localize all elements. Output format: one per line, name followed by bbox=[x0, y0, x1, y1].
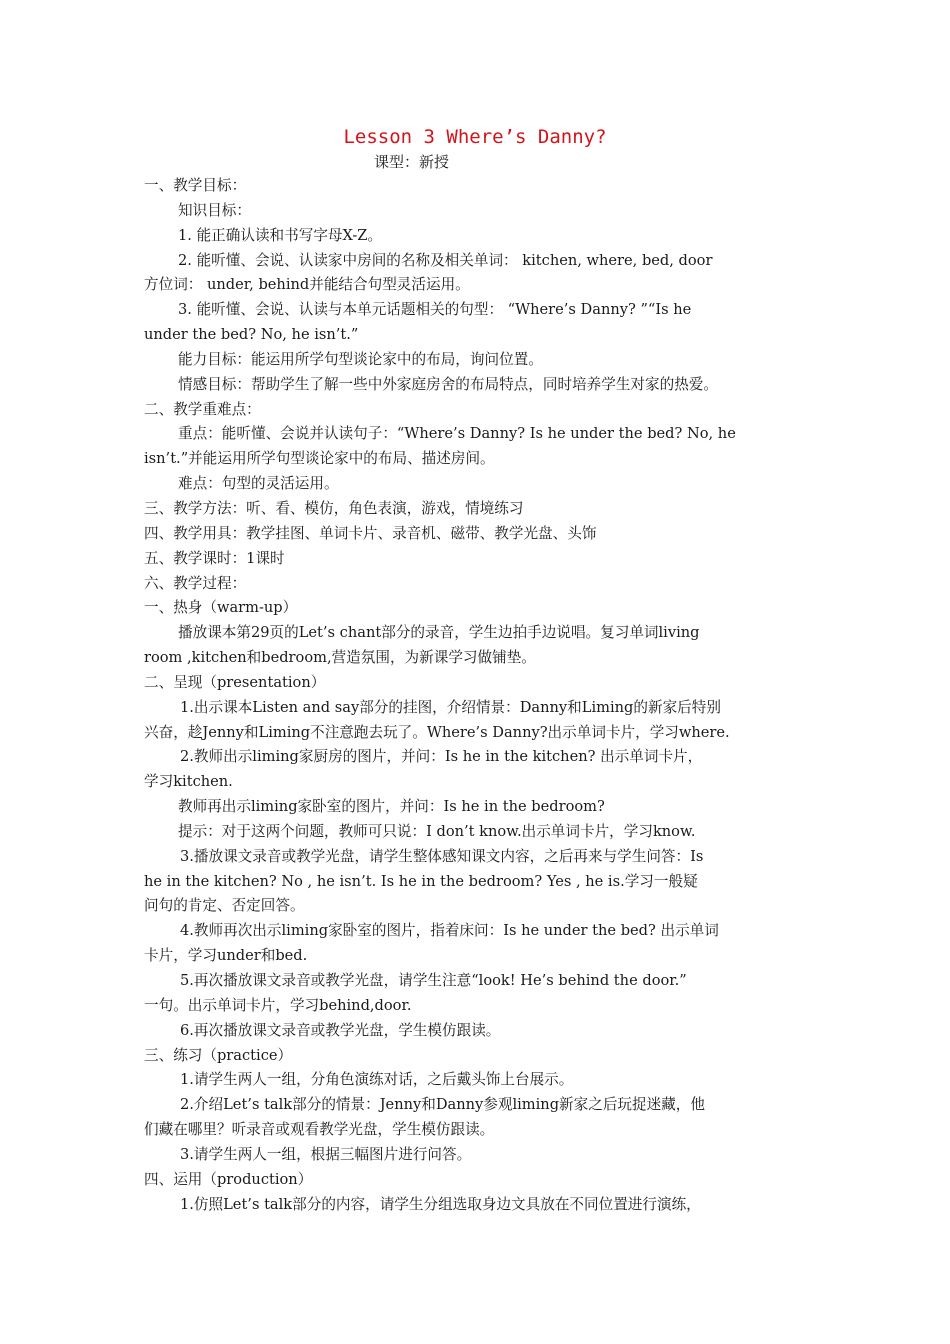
text-line: 六、教学过程： bbox=[144, 574, 247, 592]
text-line: 教师再出示liming家卧室的图片，并问：Is he in the bedroom? bbox=[178, 798, 605, 816]
text-line: 难点：句型的灵活运用。 bbox=[178, 475, 339, 493]
text-line: 知识目标： bbox=[178, 201, 251, 219]
text-line: 方位词： under, behind并能结合句型灵活运用。 bbox=[144, 276, 470, 294]
text-line: 五、教学课时：1课时 bbox=[144, 549, 285, 567]
text-line: 提示：对于这两个问题，教师可只说：I don’t know.出示单词卡片，学习know. bbox=[178, 822, 696, 840]
text-line: 二、呈现（presentation） bbox=[144, 673, 326, 691]
text-line: 播放课本第29页的Let’s chant部分的录音，学生边拍手边说唱。复习单词living bbox=[178, 624, 700, 642]
text-line: 3. 能听懂、会说、认读与本单元话题相关的句型： “Where’s Danny? ”“Is he bbox=[178, 301, 692, 319]
text-line: room ,kitchen和bedroom,营造氛围，为新课学习做铺垫。 bbox=[144, 649, 536, 667]
text-line: 三、教学方法：听、看、模仿，角色表演，游戏，情境练习 bbox=[144, 499, 524, 517]
text-line: 卡片，学习under和bed. bbox=[144, 947, 308, 965]
text-line: 2.介绍Let’s talk部分的情景：Jenny和Danny参观liming新家之后玩捉迷藏，他 bbox=[180, 1096, 705, 1114]
text-line: 学习kitchen. bbox=[144, 773, 233, 791]
text-line: 情感目标：帮助学生了解一些中外家庭房舍的布局特点，同时培养学生对家的热爱。 bbox=[178, 375, 718, 393]
text-line: 二、教学重难点： bbox=[144, 400, 261, 418]
text-line: 5.再次播放课文录音或教学光盘，请学生注意“look! He’s behind the door.” bbox=[180, 972, 687, 989]
text-line: 1. 能正确认读和书写字母X-Z。 bbox=[178, 226, 383, 244]
text-line: 能力目标：能运用所学句型谈论家中的布局，询问位置。 bbox=[178, 350, 543, 368]
text-line: 一、热身（warm-up） bbox=[144, 599, 298, 617]
text-line: 1.请学生两人一组，分角色演练对话，之后戴头饰上台展示。 bbox=[180, 1071, 574, 1089]
text-line: 一句。出示单词卡片，学习behind,door. bbox=[144, 996, 412, 1014]
text-line: 1.出示课本Listen and say部分的挂图，介绍情景：Danny和Liming的新家后特别 bbox=[180, 698, 721, 716]
text-line: 们藏在哪里？听录音或观看教学光盘，学生模仿跟读。 bbox=[144, 1121, 495, 1139]
text-line: 重点：能听懂、会说并认读句子：“Where’s Danny? Is he under the bed? No, he bbox=[178, 425, 736, 443]
text-line: he in the kitchen? No , he isn’t. Is he in the bedroom? Yes , he is.学习一般疑 bbox=[144, 872, 698, 890]
document-body bbox=[144, 174, 808, 1217]
text-line: 3.请学生两人一组，根据三幅图片进行问答。 bbox=[180, 1145, 472, 1163]
text-line: 一、教学目标： bbox=[144, 177, 247, 194]
text-line: 四、教学用具：教学挂图、单词卡片、录音机、磁带、教学光盘、头饰 bbox=[144, 524, 597, 542]
text-line: 2.教师出示liming家厨房的图片，并问：Is he in the kitchen? 出示单词卡片， bbox=[180, 748, 703, 766]
text-line: 三、练习（practice） bbox=[144, 1046, 293, 1064]
text-line: 兴奋，趁Jenny和Liming不注意跑去玩了。Where’s Danny?出示单词卡片，学习where. bbox=[144, 723, 730, 741]
text-line: 四、运用（production） bbox=[144, 1170, 313, 1188]
lesson-type: 课型：新授 bbox=[374, 153, 450, 171]
text-line: 6.再次播放课文录音或教学光盘，学生模仿跟读。 bbox=[180, 1021, 501, 1039]
text-line: 1.仿照Let’s talk部分的内容，请学生分组选取身边文具放在不同位置进行演练， bbox=[180, 1195, 701, 1213]
text-line: 3.播放课文录音或教学光盘，请学生整体感知课文内容，之后再来与学生问答：Is bbox=[180, 847, 704, 865]
text-line: under the bed? No, he isn’t.” bbox=[144, 326, 359, 344]
text-line: 2. 能听懂、会说、认读家中房间的名称及相关单词： kitchen, where, bed, door bbox=[178, 251, 713, 269]
text-line: isn’t.”并能运用所学句型谈论家中的布局、描述房间。 bbox=[144, 450, 495, 468]
text-line: 问句的肯定、否定回答。 bbox=[144, 897, 305, 915]
text-line: 4.教师再次出示liming家卧室的图片，指着床问：Is he under the bed? 出示单词 bbox=[180, 922, 719, 940]
lesson-title: Lesson 3 Where’s Danny? bbox=[343, 126, 607, 148]
